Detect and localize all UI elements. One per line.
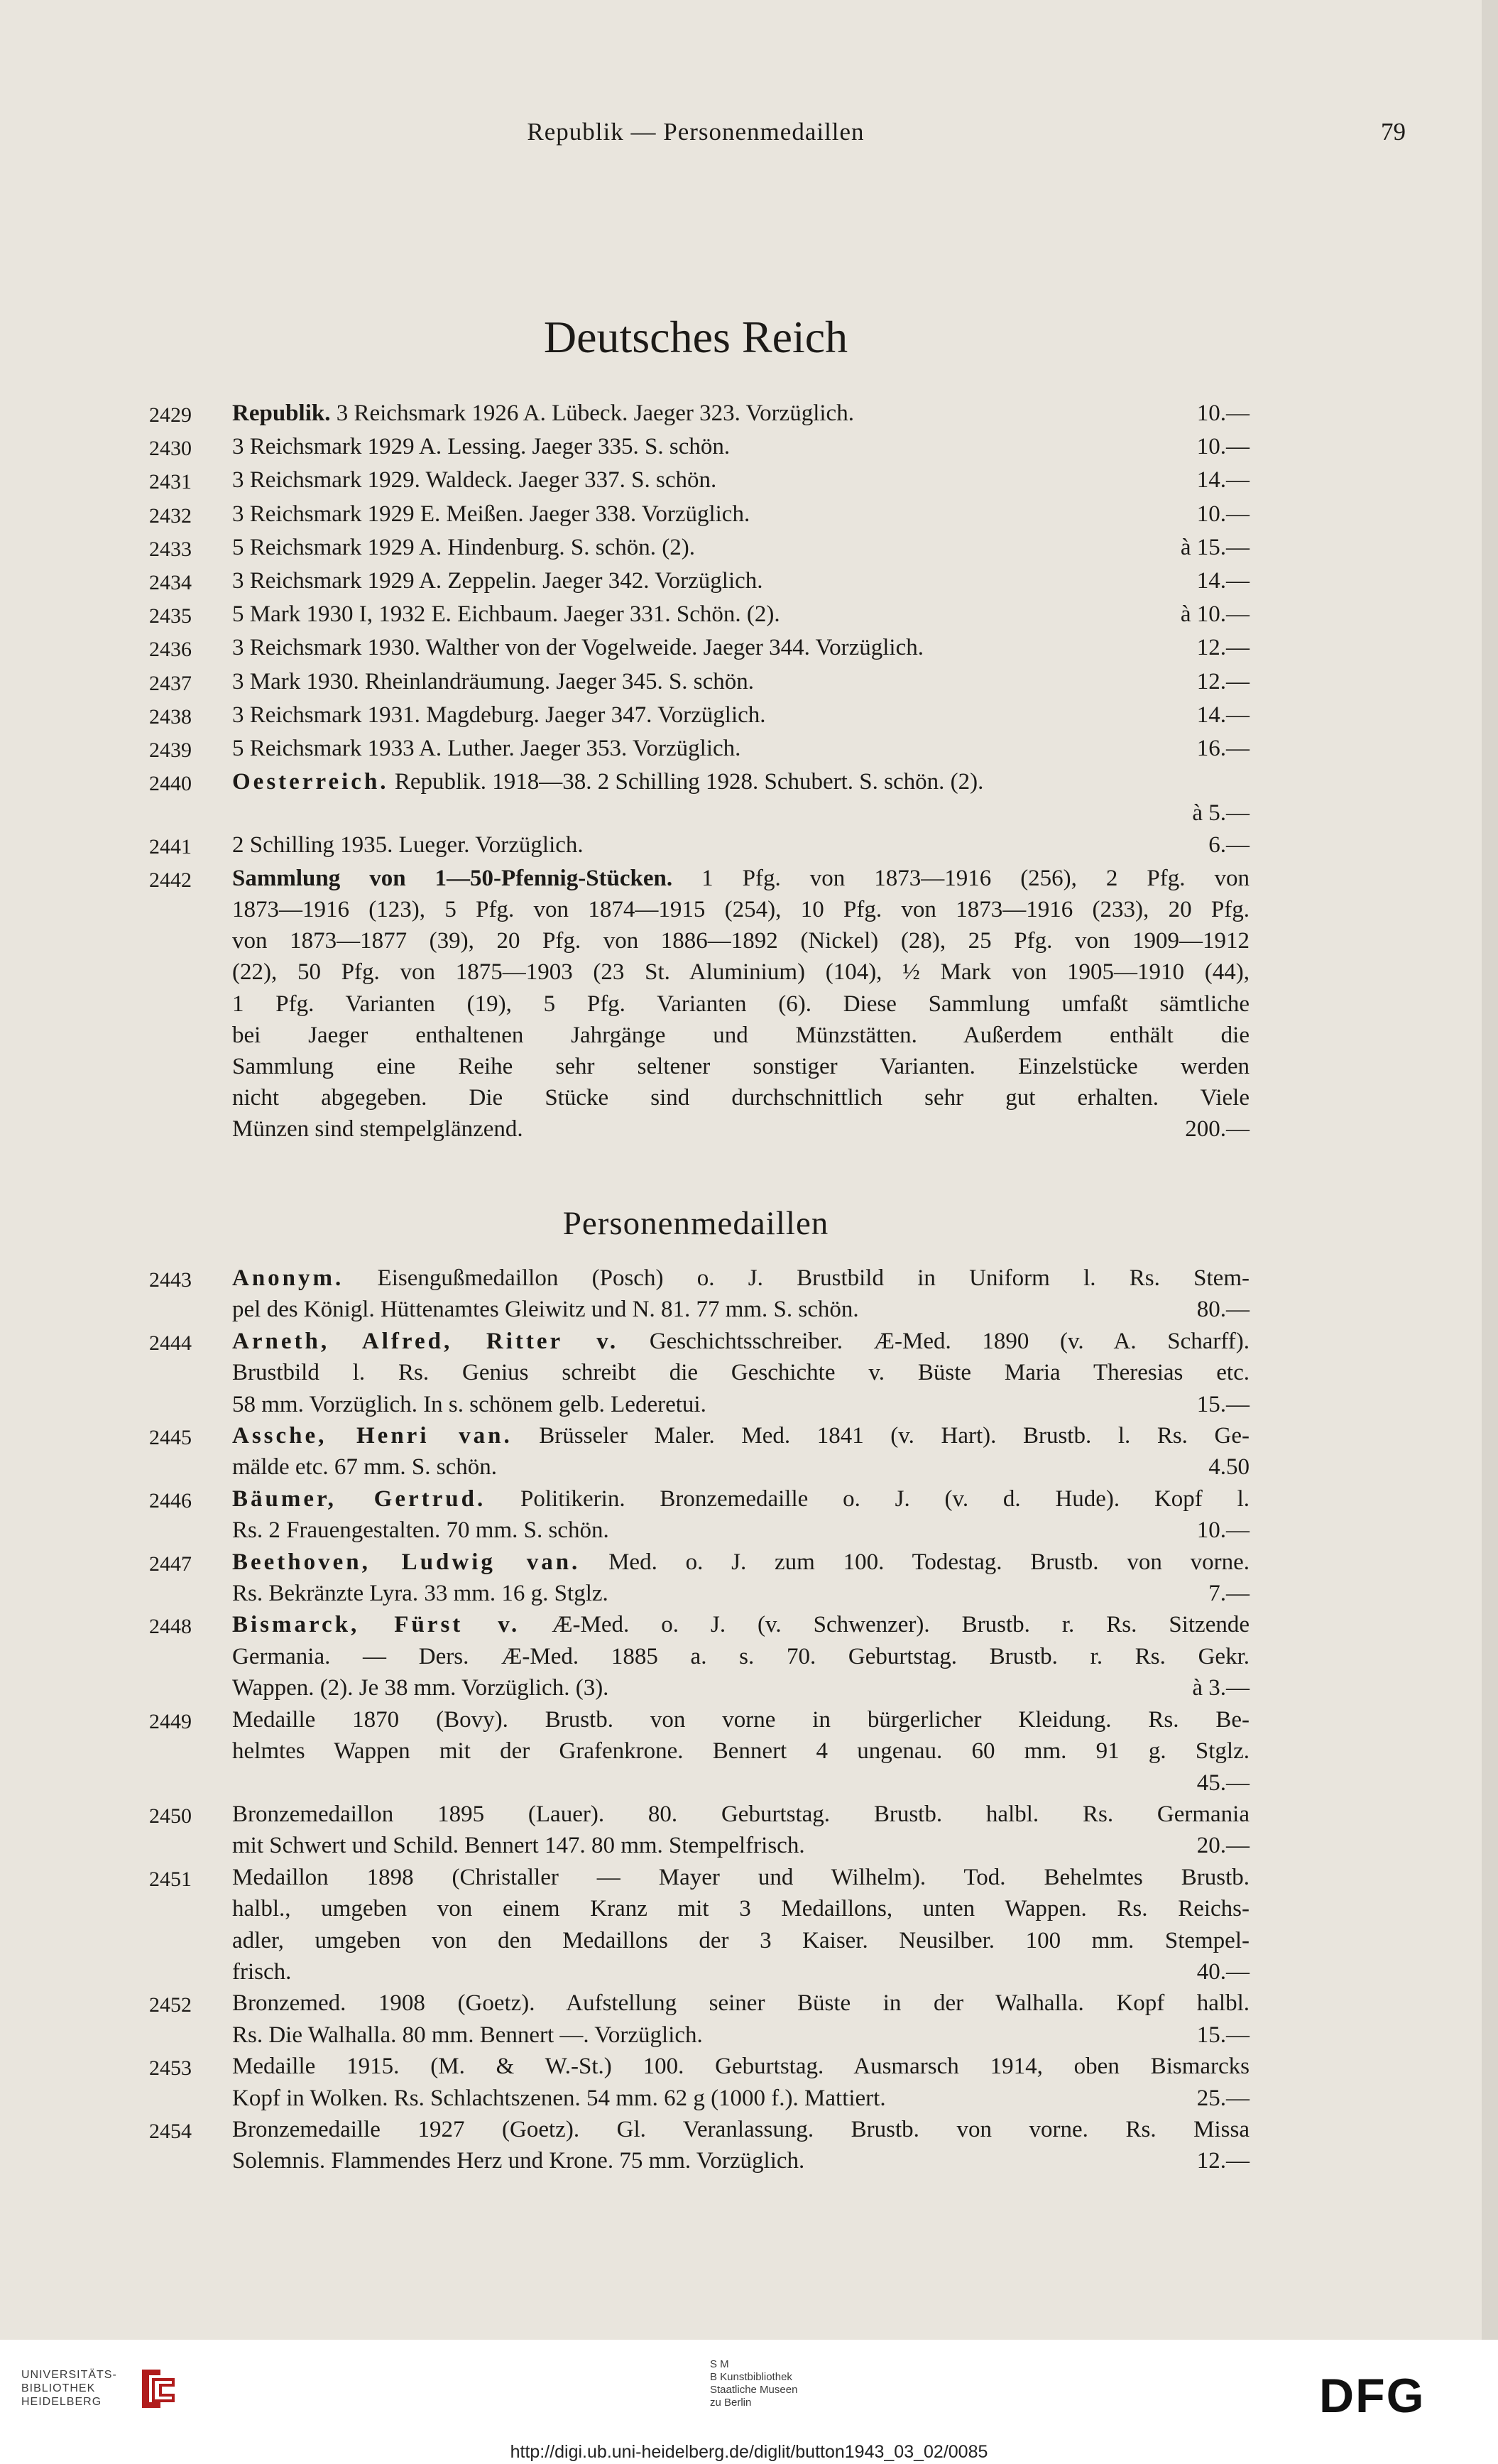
lot-description xyxy=(232,2114,1250,2177)
entry-heading: Beethoven, Ludwig van. xyxy=(232,1549,581,1575)
catalog-entry xyxy=(149,532,1250,565)
lot-number: 2447 xyxy=(149,1552,192,1576)
lot-price: 15.— xyxy=(1196,1391,1250,1417)
lot-price: 15.— xyxy=(1196,2022,1250,2048)
catalog-entry xyxy=(149,1326,1250,1420)
entry-text: Med. o. J. zum 100. Todestag. Brustb. von vorne. xyxy=(580,1549,1250,1575)
lot-price: 12.— xyxy=(1196,668,1250,694)
description-line xyxy=(232,2083,1250,2114)
entry-text: Brüsseler Maler. Med. 1841 (v. Hart). Brustb. l. Rs. Ge- xyxy=(512,1423,1250,1449)
description-line xyxy=(232,1051,1250,1082)
description-line xyxy=(232,1830,1250,1861)
description-line xyxy=(232,797,1250,829)
description-line xyxy=(232,988,1250,1020)
entry-text: 3 Mark 1930. Rheinlandräumung. Jaeger 345. S. schön. xyxy=(232,668,755,694)
lot-number: 2453 xyxy=(149,2056,192,2081)
lot-number: 2431 xyxy=(149,470,192,494)
description-line xyxy=(232,894,1250,925)
entry-text: Bronzemedaillon 1895 (Lauer). 80. Geburtstag. Brustb. halbl. Rs. Germania xyxy=(232,1801,1250,1827)
catalog-entry xyxy=(149,2114,1250,2177)
scan-edge xyxy=(1482,0,1498,2340)
lot-number: 2434 xyxy=(149,571,192,595)
entry-text: Bronzemed. 1908 (Goetz). Aufstellung seiner Büste in der Walhalla. Kopf halbl. xyxy=(232,1990,1250,2017)
description-line xyxy=(232,1263,1250,1294)
lot-description xyxy=(232,863,1250,1145)
description-line xyxy=(232,956,1250,988)
description-line xyxy=(232,1925,1250,1956)
description-line xyxy=(232,2145,1250,2176)
catalog-entry xyxy=(149,632,1250,665)
lot-number: 2443 xyxy=(149,1268,192,1292)
lot-price: 200.— xyxy=(1185,1116,1250,1143)
entry-text: Medaille 1915. (M. & W.-St.) 100. Geburtstag. Ausmarsch 1914, oben Bismarcks xyxy=(232,2054,1250,2080)
entry-text: Wappen. (2). Je 38 mm. Vorzüglich. (3). xyxy=(232,1675,609,1701)
entry-text: Rs. Bekränzte Lyra. 33 mm. 16 g. Stglz. xyxy=(232,1581,608,1607)
entry-text: Kopf in Wolken. Rs. Schlachtszenen. 54 mm. 62 g (1000 f.). Mattiert. xyxy=(232,2085,886,2111)
description-line xyxy=(232,1020,1250,1051)
description-line xyxy=(232,1483,1250,1515)
description-line xyxy=(232,1893,1250,1924)
entry-heading: Arneth, Alfred, Ritter v. xyxy=(232,1328,619,1354)
entry-text: Medaille 1870 (Bovy). Brustb. von vorne in bürgerlicher Kleidung. Rs. Be- xyxy=(232,1706,1250,1733)
lot-description xyxy=(232,1547,1250,1610)
lot-number: 2436 xyxy=(149,638,192,662)
lot-number: 2432 xyxy=(149,503,192,528)
description-line xyxy=(232,733,1250,764)
entry-text: 1 Pfg. von 1873—1916 (256), 2 Pfg. von xyxy=(672,865,1250,891)
catalog-entry xyxy=(149,599,1250,632)
catalog-entry xyxy=(149,1988,1250,2051)
entry-text: Republik. 1918—38. 2 Schilling 1928. Schubert. S. schön. (2). xyxy=(388,769,984,795)
lot-price: 7.— xyxy=(1208,1581,1250,1607)
description-line xyxy=(232,863,1250,894)
catalog-entry xyxy=(149,829,1250,863)
entry-text: Politikerin. Bronzemedaille o. J. (v. d. Hude). Kopf l. xyxy=(486,1486,1250,1512)
lot-price: 14.— xyxy=(1196,702,1250,728)
lot-description xyxy=(232,565,1250,599)
description-line xyxy=(232,1704,1250,1735)
entry-text: Brustbild l. Rs. Genius schreibt die Geschichte v. Büste Maria Theresias etc. xyxy=(232,1360,1250,1386)
description-line xyxy=(232,766,1250,797)
entry-text: 3 Reichsmark 1929 A. Zeppelin. Jaeger 342. Vorzüglich. xyxy=(232,568,763,594)
entry-text: 2 Schilling 1935. Lueger. Vorzüglich. xyxy=(232,832,584,858)
description-line xyxy=(232,1735,1250,1767)
description-line xyxy=(232,925,1250,956)
catalog-entry xyxy=(149,666,1250,699)
lot-description xyxy=(232,498,1250,532)
lot-price: 12.— xyxy=(1196,2148,1250,2174)
catalog-entry xyxy=(149,498,1250,532)
entry-text: frisch. xyxy=(232,1958,292,1985)
lot-price: 14.— xyxy=(1196,568,1250,594)
catalog-entry xyxy=(149,398,1250,431)
lot-description xyxy=(232,1326,1250,1420)
lot-price: 45.— xyxy=(1196,1770,1250,1796)
lot-description xyxy=(232,1483,1250,1547)
description-line xyxy=(232,1672,1250,1703)
lot-price: 16.— xyxy=(1196,736,1250,762)
catalog-entry xyxy=(149,733,1250,766)
entry-heading: Anonym. xyxy=(232,1265,344,1291)
lot-description xyxy=(232,632,1250,665)
lot-price: 4.50 xyxy=(1208,1454,1250,1481)
entry-text: nicht abgegeben. Die Stücke sind durchschnittlich sehr gut erhalten. Viele xyxy=(232,1085,1250,1111)
lot-description xyxy=(232,666,1250,699)
description-line xyxy=(232,1956,1250,1988)
entry-text: von 1873—1877 (39), 20 Pfg. von 1886—1892 (Nickel) (28), 25 Pfg. von 1909—1912 xyxy=(232,928,1250,954)
lot-description xyxy=(232,599,1250,632)
lot-price: 10.— xyxy=(1196,1517,1250,1544)
catalog-entry xyxy=(149,863,1250,1145)
lot-description xyxy=(232,1420,1250,1483)
lot-price: à 10.— xyxy=(1180,601,1250,628)
description-line xyxy=(232,632,1250,663)
description-line xyxy=(232,829,1250,861)
lot-price: à 5.— xyxy=(1192,800,1250,827)
description-line xyxy=(232,1389,1250,1420)
viewer-footer xyxy=(0,2340,1498,2464)
entry-text: Rs. Die Walhalla. 80 mm. Bennert —. Vorzüglich. xyxy=(232,2022,703,2048)
catalog-entry xyxy=(149,1483,1250,1547)
entry-text: 3 Reichsmark 1929 E. Meißen. Jaeger 338. Vorzüglich. xyxy=(232,501,750,527)
lot-price: 20.— xyxy=(1196,1833,1250,1859)
entry-heading: Oesterreich. xyxy=(232,769,389,795)
catalog-entry xyxy=(149,1862,1250,1988)
description-line xyxy=(232,699,1250,731)
lot-price: 12.— xyxy=(1196,635,1250,661)
description-line xyxy=(232,431,1250,462)
entry-text: 3 Reichsmark 1926 A. Lübeck. Jaeger 323. Vorzüglich. xyxy=(330,400,854,426)
lot-number: 2440 xyxy=(149,772,192,796)
lot-description xyxy=(232,699,1250,733)
entry-text: adler, umgeben von den Medaillons der 3 Kaiser. Neusilber. 100 mm. Stempel- xyxy=(232,1927,1250,1953)
lot-description xyxy=(232,829,1250,863)
catalog-entry xyxy=(149,1420,1250,1483)
lot-description xyxy=(232,398,1250,431)
catalog-entry xyxy=(149,565,1250,599)
entry-text: 1873—1916 (123), 5 Pfg. von 1874—1915 (254), 10 Pfg. von 1873—1916 (233), 20 Pfg. xyxy=(232,897,1250,923)
description-line xyxy=(232,1357,1250,1388)
entry-text: mälde etc. 67 mm. S. schön. xyxy=(232,1454,498,1481)
lot-price: 10.— xyxy=(1196,434,1250,460)
entry-text: 3 Reichsmark 1929 A. Lessing. Jaeger 335. S. schön. xyxy=(232,434,731,460)
lot-number: 2446 xyxy=(149,1488,192,1512)
entry-text: 3 Reichsmark 1931. Magdeburg. Jaeger 347. Vorzüglich. xyxy=(232,702,766,728)
smb-library-label[interactable]: S M B Kunstbibliothek Staatliche Museen zu Berlin xyxy=(710,2358,798,2409)
entry-text: Solemnis. Flammendes Herz und Krone. 75 mm. Vorzüglich. xyxy=(232,2148,805,2174)
lot-price: 25.— xyxy=(1196,2085,1250,2111)
entry-text: 58 mm. Vorzüglich. In s. schönem gelb. Lederetui. xyxy=(232,1391,706,1417)
catalog-entry xyxy=(149,1547,1250,1610)
lot-description xyxy=(232,733,1250,766)
description-line xyxy=(232,1988,1250,2019)
running-head xyxy=(213,118,1406,153)
lot-price: 40.— xyxy=(1196,1958,1250,1985)
entry-text: (22), 50 Pfg. von 1875—1903 (23 St. Aluminium) (104), ½ Mark von 1905—1910 (44), xyxy=(232,959,1250,986)
description-line xyxy=(232,565,1250,596)
description-line xyxy=(232,1578,1250,1609)
entry-text: Eisengußmedaillon (Posch) o. J. Brustbild in Uniform l. Rs. Stem- xyxy=(344,1265,1250,1291)
catalog-entry xyxy=(149,1799,1250,1862)
entry-text: 3 Reichsmark 1930. Walther von der Vogelweide. Jaeger 344. Vorzüglich. xyxy=(232,635,924,661)
entry-text: mit Schwert und Schild. Bennert 147. 80 mm. Stempelfrisch. xyxy=(232,1833,805,1859)
lot-description xyxy=(232,1704,1250,1799)
entry-text: 3 Reichsmark 1929. Waldeck. Jaeger 337. S. schön. xyxy=(232,467,717,494)
description-line xyxy=(232,2114,1250,2145)
lot-number: 2445 xyxy=(149,1426,192,1450)
lot-price: 10.— xyxy=(1196,501,1250,527)
lot-number: 2433 xyxy=(149,537,192,561)
lot-price: 6.— xyxy=(1208,832,1250,858)
entry-heading: Republik. xyxy=(232,400,331,426)
lot-number: 2441 xyxy=(149,834,192,858)
entry-text: Sammlung eine Reihe sehr seltener sonstiger Varianten. Einzelstücke werden xyxy=(232,1054,1250,1080)
lot-description xyxy=(232,1263,1250,1326)
description-line xyxy=(232,1420,1250,1451)
entry-text: Bronzemedaille 1927 (Goetz). Gl. Veranlassung. Brustb. von vorne. Rs. Missa xyxy=(232,2116,1250,2142)
description-line xyxy=(232,1862,1250,1893)
catalog-entry xyxy=(149,699,1250,733)
description-line xyxy=(232,498,1250,530)
description-line xyxy=(232,2051,1250,2082)
entry-text: Rs. 2 Frauengestalten. 70 mm. S. schön. xyxy=(232,1517,609,1544)
lot-description xyxy=(232,431,1250,464)
entry-text: helmtes Wappen mit der Grafenkrone. Bennert 4 ungenau. 60 mm. 91 g. Stglz. xyxy=(232,1738,1250,1765)
description-line xyxy=(232,1515,1250,1546)
heidelberg-library-label[interactable]: UNIVERSITÄTS- BIBLIOTHEK HEIDELBERG xyxy=(21,2369,117,2408)
description-line xyxy=(232,1609,1250,1640)
description-line xyxy=(232,464,1250,496)
lot-description xyxy=(232,1799,1250,1862)
catalog-entry xyxy=(149,431,1250,464)
lot-price: 14.— xyxy=(1196,467,1250,494)
lot-description xyxy=(232,1862,1250,1988)
entry-text: Münzen sind stempelglänzend. xyxy=(232,1116,523,1143)
lot-description xyxy=(232,766,1250,829)
description-line xyxy=(232,1326,1250,1357)
lot-number: 2430 xyxy=(149,437,192,461)
description-line xyxy=(232,1547,1250,1578)
dfg-logo[interactable]: DFG xyxy=(1319,2369,1426,2423)
lot-price: 80.— xyxy=(1196,1297,1250,1323)
description-line xyxy=(232,666,1250,697)
heidelberg-logo-icon[interactable] xyxy=(139,2367,176,2411)
description-line xyxy=(232,398,1250,429)
lot-description xyxy=(232,464,1250,498)
lot-number: 2429 xyxy=(149,403,192,427)
catalog-entry xyxy=(149,2051,1250,2114)
lot-number: 2450 xyxy=(149,1804,192,1828)
entry-text: 1 Pfg. Varianten (19), 5 Pfg. Varianten (6). Diese Sammlung umfaßt sämtliche xyxy=(232,991,1250,1017)
description-line xyxy=(232,1294,1250,1325)
running-title: Republik — Personenmedaillen xyxy=(527,118,865,146)
entry-text: Geschichtsschreiber. Æ-Med. 1890 (v. A. Scharff). xyxy=(618,1328,1250,1354)
description-line xyxy=(232,1641,1250,1672)
entry-text: 5 Mark 1930 I, 1932 E. Eichbaum. Jaeger 331. Schön. (2). xyxy=(232,601,780,628)
source-url-link[interactable]: http://digi.ub.uni-heidelberg.de/diglit/button1943_03_02/0085 xyxy=(510,2442,988,2462)
lot-number: 2448 xyxy=(149,1615,192,1639)
entry-text: halbl., umgeben von einem Kranz mit 3 Medaillons, unten Wappen. Rs. Reichs- xyxy=(232,1896,1250,1922)
lot-number: 2452 xyxy=(149,1993,192,2017)
lot-description xyxy=(232,2051,1250,2114)
catalog-entry xyxy=(149,1704,1250,1799)
lot-description xyxy=(232,532,1250,565)
lot-price: à 3.— xyxy=(1192,1675,1250,1701)
section-title-personenmedaillen: Personenmedaillen xyxy=(562,1205,829,1242)
description-line xyxy=(232,532,1250,563)
entry-heading: Sammlung von 1—50-Pfennig-Stücken. xyxy=(232,865,673,891)
lot-number: 2444 xyxy=(149,1331,192,1355)
entry-text: 5 Reichsmark 1929 A. Hindenburg. S. schön. (2). xyxy=(232,534,695,560)
page-number: 79 xyxy=(1381,118,1406,146)
lot-number: 2449 xyxy=(149,1709,192,1733)
entry-heading: Bäumer, Gertrud. xyxy=(232,1486,486,1512)
entry-text: Medaillon 1898 (Christaller — Mayer und Wilhelm). Tod. Behelmtes Brustb. xyxy=(232,1864,1250,1890)
entry-text: bei Jaeger enthaltenen Jahrgänge und Münzstätten. Außerdem enthält die xyxy=(232,1022,1250,1048)
section-title-deutsches-reich: Deutsches Reich xyxy=(543,312,848,362)
lot-number: 2437 xyxy=(149,671,192,695)
description-line xyxy=(232,1082,1250,1113)
description-line xyxy=(232,1113,1250,1145)
lot-description xyxy=(232,1609,1250,1703)
catalog-entry xyxy=(149,1609,1250,1703)
entry-heading: Bismarck, Fürst v. xyxy=(232,1612,520,1638)
entry-text: 5 Reichsmark 1933 A. Luther. Jaeger 353. Vorzüglich. xyxy=(232,736,741,762)
entry-heading: Assche, Henri van. xyxy=(232,1423,513,1449)
catalog-entry xyxy=(149,1263,1250,1326)
lot-number: 2438 xyxy=(149,704,192,729)
lot-price: 10.— xyxy=(1196,400,1250,426)
entry-text: Æ-Med. o. J. (v. Schwenzer). Brustb. r. Rs. Sitzende xyxy=(520,1612,1250,1638)
entry-text: pel des Königl. Hüttenamtes Gleiwitz und N. 81. 77 mm. S. schön. xyxy=(232,1297,859,1323)
entry-text: Germania. — Ders. Æ-Med. 1885 a. s. 70. Geburtstag. Brustb. r. Rs. Gekr. xyxy=(232,1643,1250,1669)
description-line xyxy=(232,599,1250,630)
catalog-entries-personenmedaillen xyxy=(149,1263,1250,2177)
description-line xyxy=(232,1767,1250,1799)
lot-number: 2439 xyxy=(149,738,192,763)
lot-number: 2442 xyxy=(149,868,192,892)
catalog-entry xyxy=(149,766,1250,829)
description-line xyxy=(232,1799,1250,1830)
description-line xyxy=(232,1451,1250,1483)
lot-price: à 15.— xyxy=(1180,534,1250,560)
description-line xyxy=(232,2019,1250,2051)
catalog-entries-deutsches-reich xyxy=(149,398,1250,1145)
lot-number: 2454 xyxy=(149,2119,192,2143)
catalog-entry xyxy=(149,464,1250,498)
lot-number: 2435 xyxy=(149,604,192,628)
lot-description xyxy=(232,1988,1250,2051)
lot-number: 2451 xyxy=(149,1867,192,1891)
